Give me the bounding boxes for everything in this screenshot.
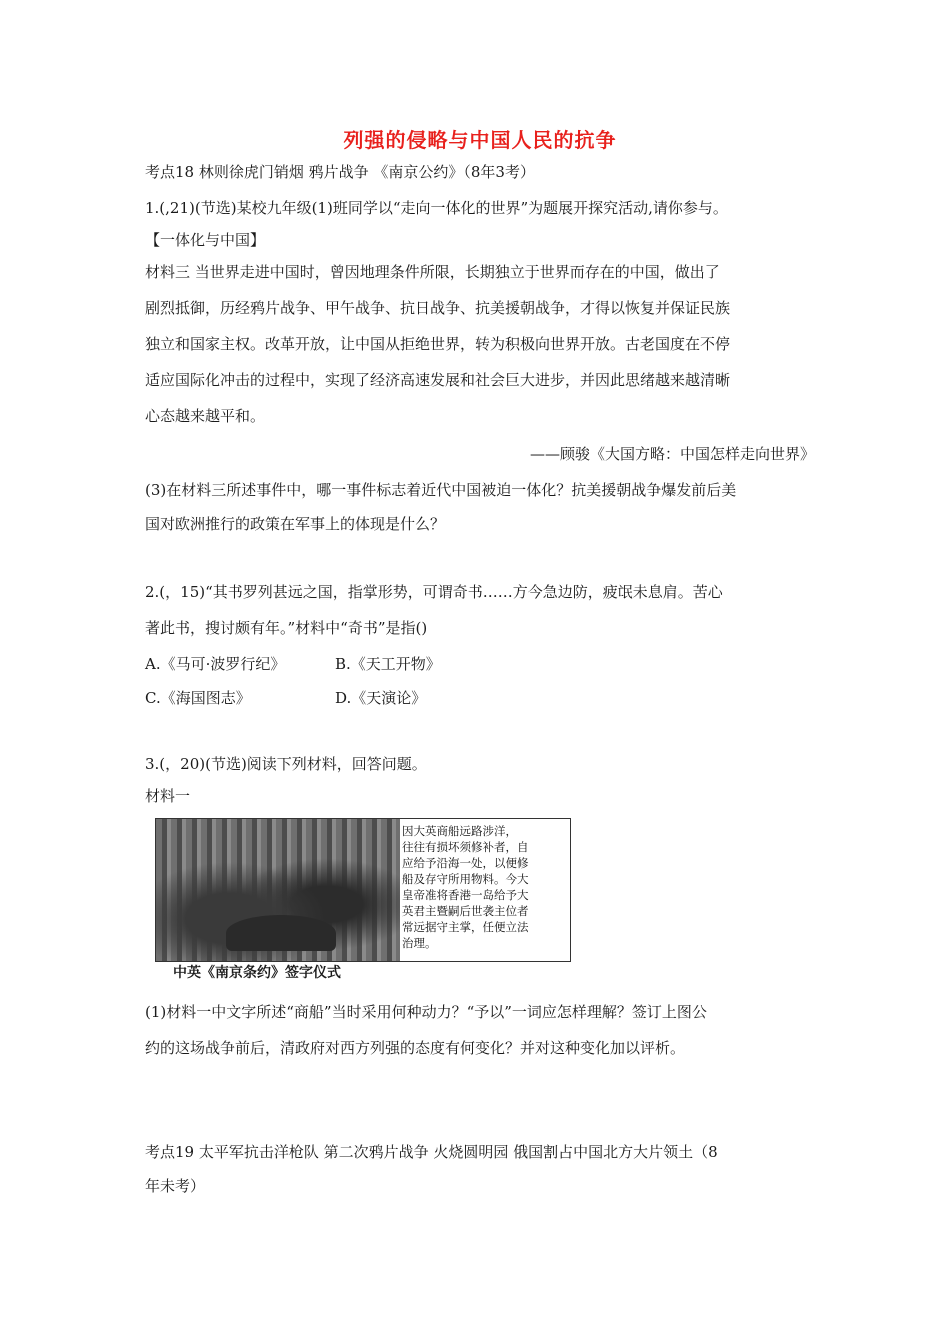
q1-material-line: 独立和国家主权。改革开放，让中国从拒绝世界，转为积极向世界开放。古老国度在不停 <box>145 335 731 353</box>
q2-option-b: B.《天工开物》 <box>335 655 441 673</box>
q1-question-line: 国对欧洲推行的政策在军事上的体现是什么？ <box>145 515 446 533</box>
q2-stem-line: 著此书，搜讨颇有年。”材料中“奇书”是指() <box>145 619 428 637</box>
q1-material-line: 心态越来越平和。 <box>145 407 266 425</box>
kaodian-18-heading: 考点18 林则徐虎门销烟 鸦片战争 《南京公约》（8年3考） <box>145 163 535 181</box>
treaty-signing-photo <box>156 819 400 961</box>
q1-material-line: 材料三 当世界走进中国时，曾因地理条件所限，长期独立于世界而存在的中国，做出了 <box>145 263 720 281</box>
q3-stem: 3.(，20)(节选)阅读下列材料，回答问题。 <box>145 755 427 773</box>
kaodian-19-heading: 考点19 太平军抗击洋枪队 第二次鸦片战争 火烧圆明园 俄国割占中国北方大片领土（8 <box>145 1143 718 1161</box>
treaty-signing-figure <box>155 818 571 962</box>
q1-question-line: (3)在材料三所述事件中，哪一事件标志着近代中国被迫一体化？抗美援朝战争爆发前后美 <box>145 481 737 499</box>
q2-stem-line: 2.(，15)“其书罗列甚远之国，指掌形势，可谓奇书……方今急边防，疲氓未息肩。苦心 <box>145 583 723 601</box>
q1-material-line: 剧烈抵御，历经鸦片战争、甲午战争、抗日战争、抗美援朝战争，才得以恢复并保证民族 <box>145 299 731 317</box>
q1-material-line: 适应国际化冲击的过程中，实现了经济高速发展和社会巨大进步，并因此思绪越来越清晰 <box>145 371 731 389</box>
page-title: 列强的侵略与中国人民的抗争 <box>343 128 617 152</box>
q3-material-label: 材料一 <box>145 787 191 805</box>
q2-option-c: C.《海国图志》 <box>145 689 251 707</box>
q2-option-a: A.《马可·波罗行纪》 <box>145 655 286 673</box>
treaty-text-box: 因大英商船远路涉洋， 往往有损坏须修补者，自 应给予沿海一处，以便修 船及存守所用物料。今大 皇帝准将香港一岛给予大 英君主暨嗣后世袭主位者 常远据守主掌，任便立法 治理。 <box>402 824 529 950</box>
signing-table-shape <box>226 915 336 951</box>
q1-stem: 1.(,21)(节选)某校九年级(1)班同学以“走向一体化的世界”为题展开探究活动,请你参与。 <box>145 199 728 217</box>
q3-question-line: (1)材料一中文字所述“商船”当时采用何种动力？“予以”一词应怎样理解？签订上图公 <box>145 1003 707 1021</box>
q3-question-line: 约的这场战争前后，清政府对西方列强的态度有何变化？并对这种变化加以评析。 <box>145 1039 686 1057</box>
figure-caption: 中英《南京条约》签字仪式 <box>173 965 341 981</box>
kaodian-19-heading-cont: 年未考） <box>145 1177 206 1195</box>
q1-source: ——顾骏《大国方略：中国怎样走向世界》 <box>529 445 815 463</box>
q1-section: 【一体化与中国】 <box>145 231 266 249</box>
q2-option-d: D.《天演论》 <box>335 689 427 707</box>
